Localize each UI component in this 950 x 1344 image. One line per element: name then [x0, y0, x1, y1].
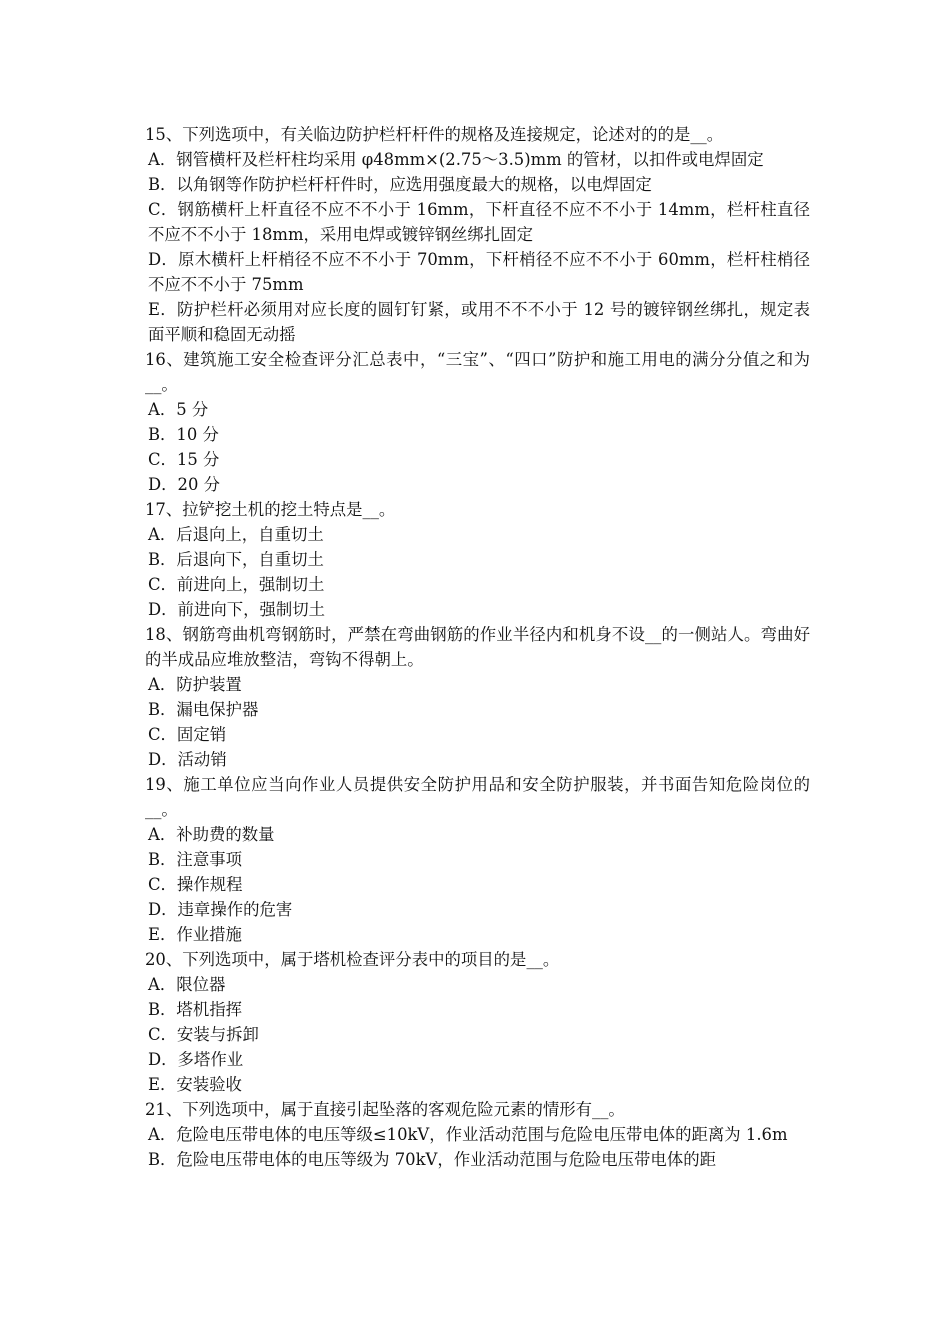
question-17-option-a: A．后退向上，自重切土 — [148, 525, 324, 544]
question-21-option-b: B．危险电压带电体的电压等级为 70kV，作业活动范围与危险电压带电体的距 — [148, 1150, 716, 1169]
question-15-option-a: A．钢管横杆及栏杆柱均采用 φ48mm×(2.75～3.5)mm 的管材，以扣件或电焊固定 — [148, 150, 764, 169]
question-19-option-e: E．作业措施 — [148, 925, 242, 944]
question-16-option-b: B．10 分 — [148, 425, 219, 444]
question-15-option-b: B．以角钢等作防护栏杆杆件时，应选用强度最大的规格，以电焊固定 — [148, 175, 652, 194]
question-21-stem: 21、下列选项中，属于直接引起坠落的客观危险元素的情形有__。 — [145, 1100, 625, 1119]
question-20-option-e: E．安装验收 — [148, 1075, 242, 1094]
question-20-option-b: B．塔机指挥 — [148, 1000, 242, 1019]
question-17-option-c: C．前进向上，强制切土 — [148, 575, 325, 594]
question-18-option-b: B．漏电保护器 — [148, 700, 259, 719]
question-20-option-a: A．限位器 — [148, 975, 226, 994]
question-16-option-a: A．5 分 — [148, 400, 209, 419]
question-19-option-c: C．操作规程 — [148, 875, 243, 894]
question-16-stem: 16、建筑施工安全检查评分汇总表中，“三宝”、“四口”防护和施工用电的满分分值之和为__。 — [145, 350, 810, 394]
question-19-stem: 19、施工单位应当向作业人员提供安全防护用品和安全防护服装，并书面告知危险岗位的__。 — [145, 775, 810, 819]
question-20-option-d: D．多塔作业 — [148, 1050, 244, 1069]
question-18-stem: 18、钢筋弯曲机弯钢筋时，严禁在弯曲钢筋的作业半径内和机身不设__的一侧站人。弯曲好的半成品应堆放整洁，弯钩不得朝上。 — [145, 625, 810, 669]
question-20-option-c: C．安装与拆卸 — [148, 1025, 259, 1044]
question-15-option-d: D．原木横杆上杆梢径不应不不小于 70mm，下杆梢径不应不不小于 60mm，栏杆柱梢径不应不不小于 75mm — [148, 250, 810, 294]
question-15-option-c: C．钢筋横杆上杆直径不应不不小于 16mm，下杆直径不应不不小于 14mm，栏杆柱直径不应不不小于 18mm，采用电焊或镀锌钢丝绑扎固定 — [148, 200, 810, 244]
question-21-option-a: A．危险电压带电体的电压等级≤10kV，作业活动范围与危险电压带电体的距离为 1.6m — [148, 1125, 788, 1144]
question-17-option-b: B．后退向下，自重切土 — [148, 550, 324, 569]
question-17-stem: 17、拉铲挖土机的挖土特点是__。 — [145, 500, 396, 519]
question-18-option-a: A．防护装置 — [148, 675, 242, 694]
question-18-option-d: D．活动销 — [148, 750, 227, 769]
question-19-option-b: B．注意事项 — [148, 850, 242, 869]
question-17-option-d: D．前进向下，强制切土 — [148, 600, 326, 619]
question-20-stem: 20、下列选项中，属于塔机检查评分表中的项目的是__。 — [145, 950, 560, 969]
question-15-stem: 15、下列选项中，有关临边防护栏杆杆件的规格及连接规定，论述对的的是__。 — [145, 125, 724, 144]
question-18-option-c: C．固定销 — [148, 725, 227, 744]
question-15-option-e: E．防护栏杆必须用对应长度的圆钉钉紧，或用不不不小于 12 号的镀锌钢丝绑扎，规定表面平顺和稳固无动摇 — [148, 300, 810, 344]
question-19-option-d: D．违章操作的危害 — [148, 900, 293, 919]
document-page — [145, 122, 810, 1172]
question-16-option-c: C．15 分 — [148, 450, 220, 469]
question-16-option-d: D．20 分 — [148, 475, 220, 494]
question-19-option-a: A．补助费的数量 — [148, 825, 275, 844]
